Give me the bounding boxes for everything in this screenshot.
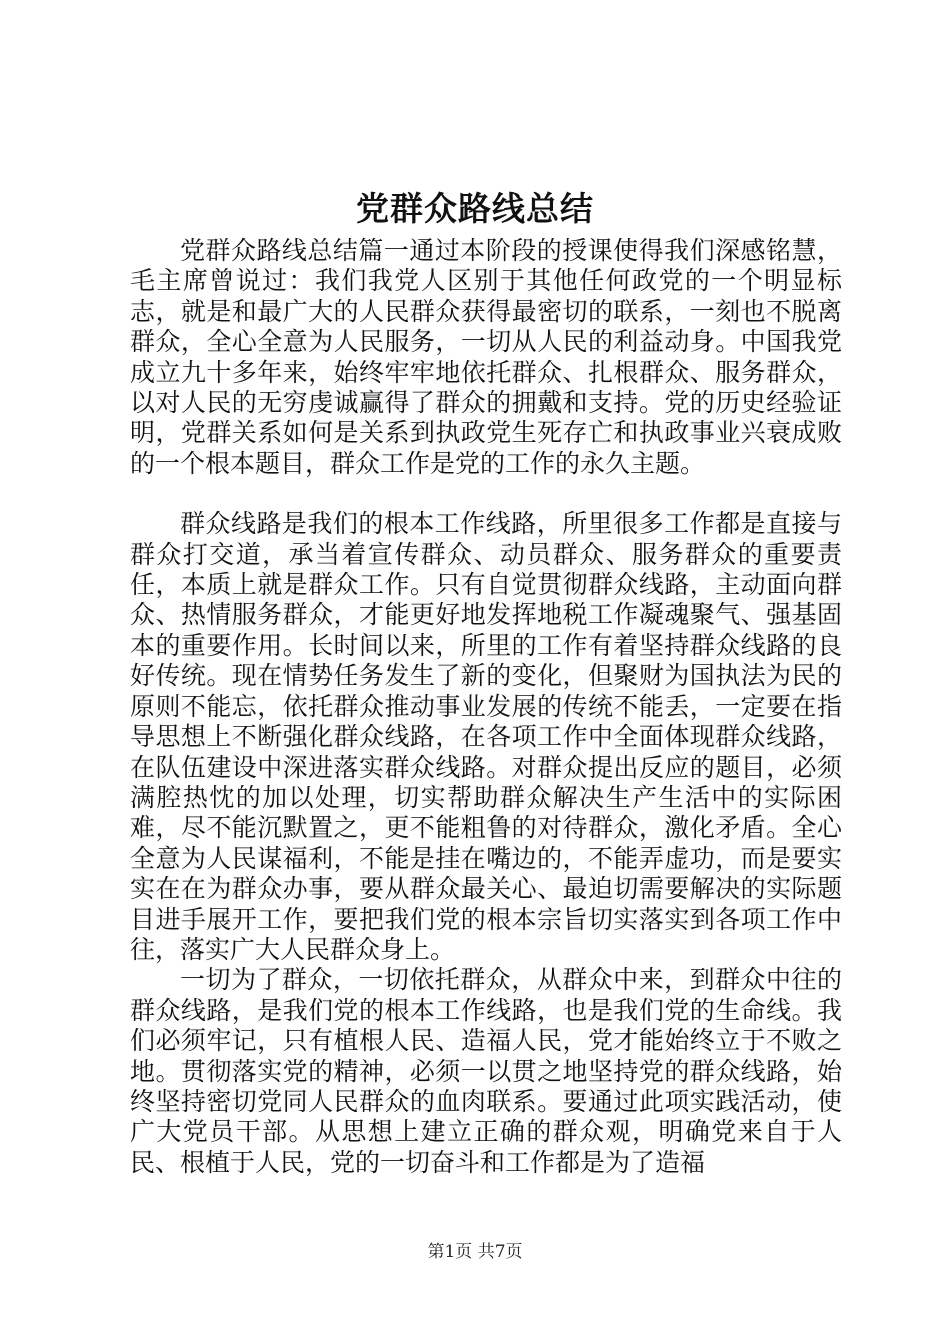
paragraph-2: 群众线路是我们的根本工作线路，所里很多工作都是直接与群众打交道，承当着宣传群众、动员群众、服务群众的重要责任，本质上就是群众工作。只有自觉贯彻群众线路，主动面向群众、热情服务群众，才能更好地发挥地税工作凝魂聚气、强基固本的重要作用。长时间以来，所里的工作有着坚持群众线路的良好传统。现在情势任务发生了新的变化，但聚财为国执法为民的原则不能忘，依托群众推动事业发展的传统不能丢，一定要在指导思想上不断强化群众线路，在各项工作中全面体现群众线路，在队伍建设中深进落实群众线路。对群众提出反应的题目，必须满腔热忱的加以处理，切实帮助群众解决生产生活中的实际困难，尽不能沉默置之，更不能粗鲁的对待群众，激化矛盾。全心全意为人民谋福利，不能是挂在嘴边的，不能弄虚功，而是要实实在在为群众办事，要从群众最关心、最迫切需要解决的实际题目进手展开工作，要把我们党的根本宗旨切实落实到各项工作中往，落实广大人民群众身上。: [130, 509, 842, 964]
page-number-footer: 第1页 共7页: [427, 1242, 523, 1262]
paragraph-1: 党群众路线总结篇一通过本阶段的授课使得我们深感铭慧，毛主席曾说过：我们我党人区别于其他任何政党的一个明显标志，就是和最广大的人民群众获得最密切的联系，一刻也不脱离群众，全心全意为人民服务，一切从人民的利益动身。中国我党成立九十多年来，始终牢牢地依托群众、扎根群众、服务群众，以对人民的无穷虔诚赢得了群众的拥戴和支持。党的历史经验证明，党群关系如何是关系到执政党生死存亡和执政事业兴衰成败的一个根本题目，群众工作是党的工作的永久主题。: [130, 236, 842, 478]
document-title: 党群众路线总结: [356, 189, 594, 228]
paragraph-3: 一切为了群众，一切依托群众，从群众中来，到群众中往的群众线路，是我们党的根本工作线路，也是我们党的生命线。我们必须牢记，只有植根人民、造福人民，党才能始终立于不败之地。贯彻落实党的精神，必须一以贯之地坚持党的群众线路，始终坚持密切党同人民群众的血肉联系。要通过此项实践活动，使广大党员干部。从思想上建立正确的群众观，明确党来自于人民、根植于人民，党的一切奋斗和工作都是为了造福: [130, 965, 842, 1177]
document-body: [130, 236, 842, 1178]
